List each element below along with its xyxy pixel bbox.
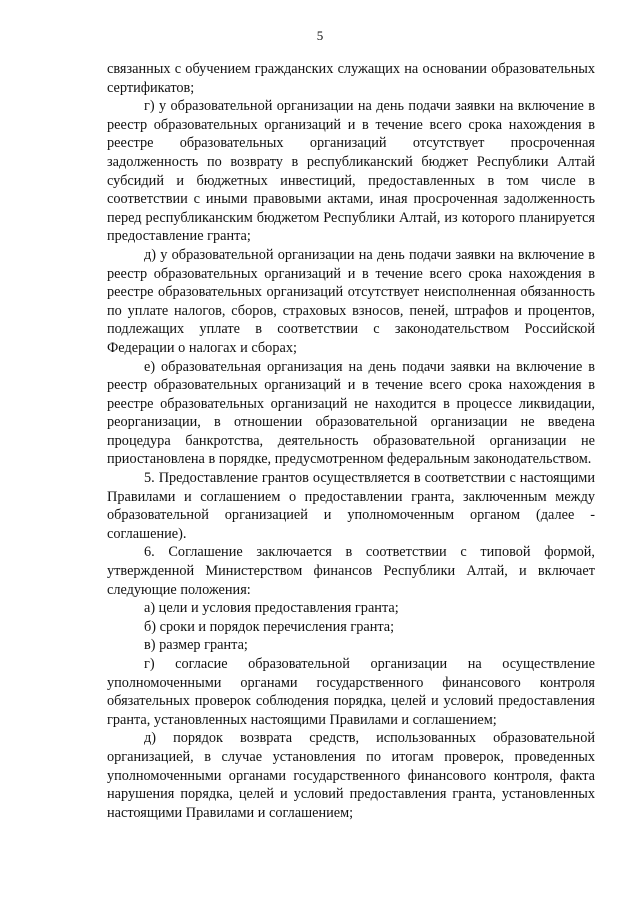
paragraph-provision-v: в) размер гранта; — [144, 637, 248, 654]
paragraph-provision-a: а) цели и условия предоставления гранта; — [144, 600, 399, 617]
document-body — [107, 60, 595, 822]
paragraph-item-e: е) образовательная организация на день подачи заявки на включение в реестр образовательных организаций и в течение всего срока нахождения в реестре образовательных организаций не находится в процессе ликвидации, реорганизации, в отношении образовательной организации не введена процедура банкротства, деятельность образовательной организации не приостановлена в порядке, предусмотренном федеральным законодательством. — [107, 358, 595, 468]
paragraph-clause-6: 6. Соглашение заключается в соответствии с типовой формой, утвержденной Министерством финансов Республики Алтай, и включает следующие положения: — [107, 544, 595, 598]
paragraph-provision-b: б) сроки и порядок перечисления гранта; — [144, 618, 395, 635]
paragraph-provision-g: г) согласие образовательной организации на осуществление уполномоченными органами государственного финансового контроля обязательных проверок соблюдения порядка, целей и условий предоставления гранта, установленных настоящими Правилами и соглашением; — [107, 656, 595, 728]
paragraph-item-g: г) у образовательной организации на день подачи заявки на включение в реестр образовательных организаций и в течение всего срока нахождения в реестре образовательных организаций отсутствует просроченная задолженность по возврату в республиканский бюджет Республики Алтай субсидий и бюджетных инвестиций, предоставленных в том числе в соответствии с иными правовыми актами, иная просроченная задолженность перед республиканским бюджетом Республики Алтай, из которого планируется предоставление гранта; — [107, 98, 595, 245]
paragraph-clause-5: 5. Предоставление грантов осуществляется в соответствии с настоящими Правилами и соглашением о предоставлении гранта, заключенным между образовательной организацией и уполномоченным органом (далее - соглашение). — [107, 470, 595, 542]
paragraph-item-d: д) у образовательной организации на день подачи заявки на включение в реестр образовательных организаций и в течение всего срока нахождения в реестре образовательных организаций отсутствует неисполненная обязанность по уплате налогов, сборов, страховых взносов, пеней, штрафов и процентов, подлежащих уплате в соответствии с законодательством Российской Федерации о налогах и сборах; — [107, 246, 595, 356]
paragraph-continuation: связанных с обучением гражданских служащих на основании образовательных сертификатов; — [107, 61, 595, 96]
paragraph-provision-d: д) порядок возврата средств, использованных образовательной организацией, в случае установления по итогам проверок, проведенных уполномоченными органами государственного финансового контроля, факта нарушения порядка, целей и условий предоставления гранта, установленных настоящими Правилами и соглашением; — [107, 730, 595, 821]
page-number: 5 — [316, 28, 324, 43]
